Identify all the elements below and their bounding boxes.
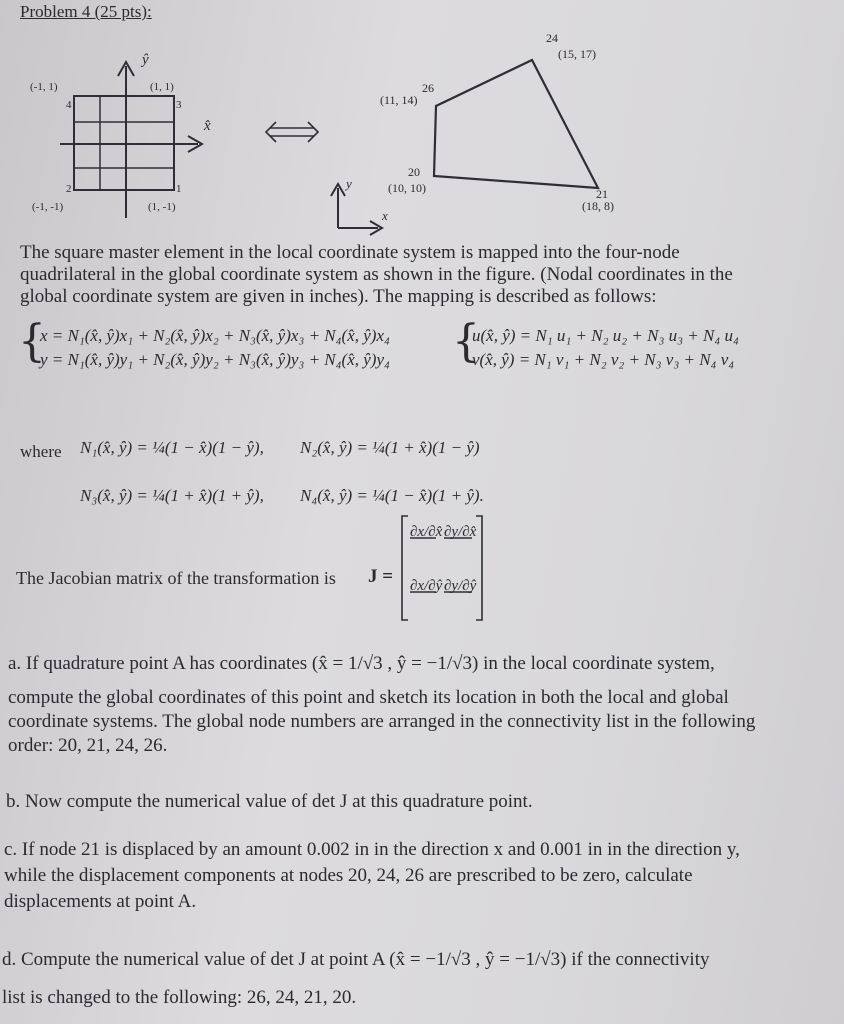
mapping-x-equation: x = N₁(x̂, ŷ)x₁ + N₂(x̂, ŷ)x₂ + N₃(x̂, ŷ)x₃ + N₄(x̂, ŷ)x₄	[40, 326, 390, 345]
question-a-line-2: compute the global coordinates of this point and sketch its location in both the local and global	[8, 687, 729, 708]
jacobian-m11: ∂x/∂x̂	[410, 524, 443, 540]
question-a-line-3: coordinate systems. The global node numbers are arranged in the connectivity list in the following	[8, 711, 756, 732]
master-corner-node-3: 3	[176, 99, 182, 111]
question-b: b. Now compute the numerical value of det J at this quadrature point.	[6, 791, 533, 812]
intro-line-3: global coordinate system are given in inches). The mapping is described as follows:	[20, 286, 657, 307]
question-d-line-1: d. Compute the numerical value of det J at point A (x̂ = −1/√3 , ŷ = −1/√3) if the connectivity	[2, 949, 710, 970]
master-axis-y-label: ŷ	[142, 52, 149, 68]
master-corner-coord-4: (-1, 1)	[30, 81, 58, 93]
global-node-20: 20	[408, 165, 420, 179]
question-d-line-2: list is changed to the following: 26, 24, 21, 20.	[2, 987, 357, 1008]
shape-function-n1: N₁(x̂, ŷ) = ¼(1 − x̂)(1 − ŷ),	[80, 438, 264, 457]
jacobian-m21: ∂x/∂ŷ	[410, 578, 443, 594]
master-corner-coord-1: (-1, -1)	[32, 201, 64, 213]
shape-function-n4: N₄(x̂, ŷ) = ¼(1 − x̂)(1 + ŷ).	[300, 486, 484, 505]
shape-function-n3: N₃(x̂, ŷ) = ¼(1 + x̂)(1 + ŷ),	[80, 486, 264, 505]
global-node-24: 24	[546, 31, 558, 45]
global-coord-21: (18, 8)	[582, 199, 614, 213]
global-node-26: 26	[422, 81, 434, 95]
intro-line-1: The square master element in the local coordinate system is mapped into the four-node	[20, 242, 680, 263]
question-c-line-2: while the displacement components at nodes 20, 24, 26 are prescribed to be zero, calculate	[4, 865, 693, 886]
mapping-y-equation: y = N₁(x̂, ŷ)y₁ + N₂(x̂, ŷ)y₂ + N₃(x̂, ŷ)y₃ + N₄(x̂, ŷ)y₄	[40, 350, 390, 369]
left-brace: {	[18, 316, 46, 367]
problem-title: Problem 4 (25 pts):	[20, 2, 152, 21]
question-a-line-4: order: 20, 21, 24, 26.	[8, 735, 168, 756]
intro-line-2: quadrilateral in the global coordinate system as shown in the figure. (Nodal coordinates in the	[20, 264, 733, 285]
where-label: where	[20, 442, 62, 461]
global-coord-26: (11, 14)	[380, 93, 418, 107]
global-node-21: 21	[596, 187, 608, 201]
master-corner-node-1: 2	[66, 183, 72, 195]
global-axis-x-label: x	[382, 208, 388, 223]
global-axis-y-label: y	[346, 176, 352, 191]
master-corner-coord-2: (1, -1)	[148, 201, 176, 213]
jacobian-m22: ∂y/∂ŷ	[444, 578, 477, 594]
question-c-line-3: displacements at point A.	[4, 891, 197, 912]
global-coord-20: (10, 10)	[388, 181, 426, 195]
master-element-figure	[0, 0, 240, 230]
right-brace: {	[452, 316, 480, 367]
mapping-v-equation: v(x̂, ŷ) = N₁ v₁ + N₂ v₂ + N₃ v₃ + N₄ v₄	[472, 350, 735, 369]
mapping-u-equation: u(x̂, ŷ) = N₁ u₁ + N₂ u₂ + N₃ u₃ + N₄ u₄	[472, 326, 739, 345]
master-axis-x-label: x̂	[204, 118, 211, 134]
jacobian-m12: ∂y/∂x̂	[444, 524, 477, 540]
double-arrow-icon	[262, 120, 322, 144]
global-coord-24: (15, 17)	[558, 47, 596, 61]
shape-function-n2: N₂(x̂, ŷ) = ¼(1 + x̂)(1 − ŷ)	[300, 438, 480, 457]
global-quadrilateral-figure	[360, 20, 660, 220]
question-a-line-1: a. If quadrature point A has coordinates (x̂ = 1/√3 , ŷ = −1/√3) in the local coordinate system,	[8, 653, 715, 674]
jacobian-symbol: J =	[368, 566, 394, 587]
question-c-line-1: c. If node 21 is displaced by an amount 0.002 in in the direction x and 0.001 in in the direction y,	[4, 839, 740, 860]
master-corner-node-2: 1	[176, 183, 182, 195]
master-corner-coord-3: (1, 1)	[150, 81, 174, 93]
jacobian-label: The Jacobian matrix of the transformation is	[16, 568, 336, 588]
master-corner-node-4: 4	[66, 99, 72, 111]
